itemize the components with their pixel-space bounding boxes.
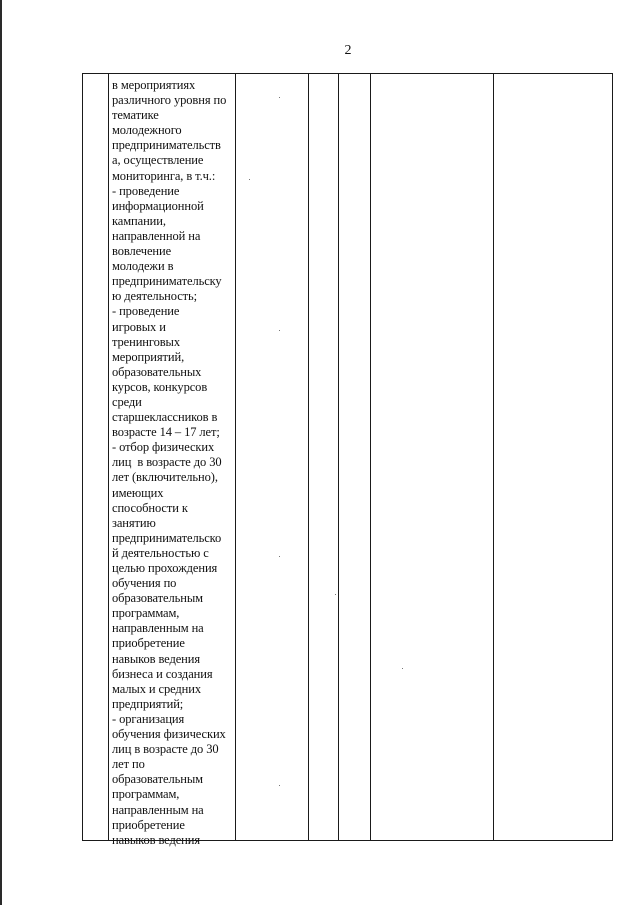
column-divider (338, 74, 339, 840)
cell-line: старшеклассников в (112, 410, 218, 425)
cell-line: лет по (112, 757, 145, 772)
cell-line: а, осуществление (112, 153, 204, 168)
scan-speck (279, 556, 280, 557)
scan-speck (335, 594, 336, 595)
cell-line: игровых и (112, 319, 166, 334)
cell-line: предпринимательско (112, 530, 222, 545)
cell-line: лиц в возрасте до 30 (112, 455, 222, 470)
cell-line: приобретение (112, 636, 185, 651)
cell-line: способности к (112, 500, 188, 515)
cell-line: бизнеса и создания (112, 666, 213, 681)
cell-line: мониторинга, в т.ч.: (112, 168, 216, 183)
cell-line: вовлечение (112, 244, 172, 259)
cell-line: - отбор физических (112, 440, 215, 455)
cell-line: занятию (112, 515, 156, 530)
cell-line: - проведение (112, 183, 180, 198)
cell-line: образовательных (112, 364, 202, 379)
cell-line: направленным на (112, 802, 204, 817)
column-divider (108, 74, 109, 840)
cell-line: образовательным (112, 591, 203, 606)
cell-line: предпринимательств (112, 138, 221, 153)
cell-line: информационной (112, 198, 204, 213)
cell-line: - проведение (112, 304, 180, 319)
scan-speck (402, 668, 403, 669)
scan-speck (249, 179, 250, 180)
cell-line: имеющих (112, 485, 164, 500)
cell-line: программам, (112, 787, 180, 802)
cell-line: тематике (112, 108, 159, 123)
cell-line: среди (112, 394, 142, 409)
column-divider (493, 74, 494, 840)
cell-line: лет (включительно), (112, 470, 218, 485)
cell-line: различного уровня по (112, 93, 227, 108)
cell-line: программам, (112, 606, 180, 621)
cell-line: предпринимательску (112, 274, 222, 289)
document-table (82, 73, 613, 847)
cell-line: курсов, конкурсов (112, 379, 208, 394)
cell-line: приобретение (112, 817, 185, 832)
cell-line: направленной на (112, 228, 201, 243)
cell-line: навыков ведения (112, 651, 201, 666)
scan-speck (279, 785, 280, 786)
table-cell-description (112, 78, 236, 848)
column-divider (308, 74, 309, 840)
cell-line: предприятий; (112, 696, 184, 711)
column-divider (370, 74, 371, 840)
cell-line: молодежного (112, 123, 182, 138)
cell-line: мероприятий, (112, 349, 185, 364)
cell-line: обучения физических (112, 727, 226, 742)
cell-line: целью прохождения (112, 561, 218, 575)
cell-line: возрасте 14 – 17 лет; (112, 425, 220, 440)
cell-line: направленным на (112, 621, 204, 636)
cell-line: - организация (112, 711, 185, 726)
cell-line: й деятельностью с (112, 545, 209, 560)
cell-line: тренинговых (112, 334, 180, 349)
cell-line: кампании, (112, 213, 166, 228)
cell-line: образовательным (112, 772, 203, 787)
cell-line: молодежи в (112, 259, 174, 274)
scan-speck (279, 330, 280, 331)
cell-line: малых и средних (112, 681, 201, 696)
page-number: 2 (344, 43, 352, 58)
cell-line: навыков ведения (112, 832, 201, 847)
cell-line: ю деятельность; (112, 289, 198, 304)
cell-line: лиц в возрасте до 30 (112, 742, 219, 757)
scan-speck (279, 97, 280, 98)
cell-line: в мероприятиях (112, 78, 196, 92)
cell-line: обучения по (112, 576, 177, 591)
scan-border (0, 0, 2, 905)
